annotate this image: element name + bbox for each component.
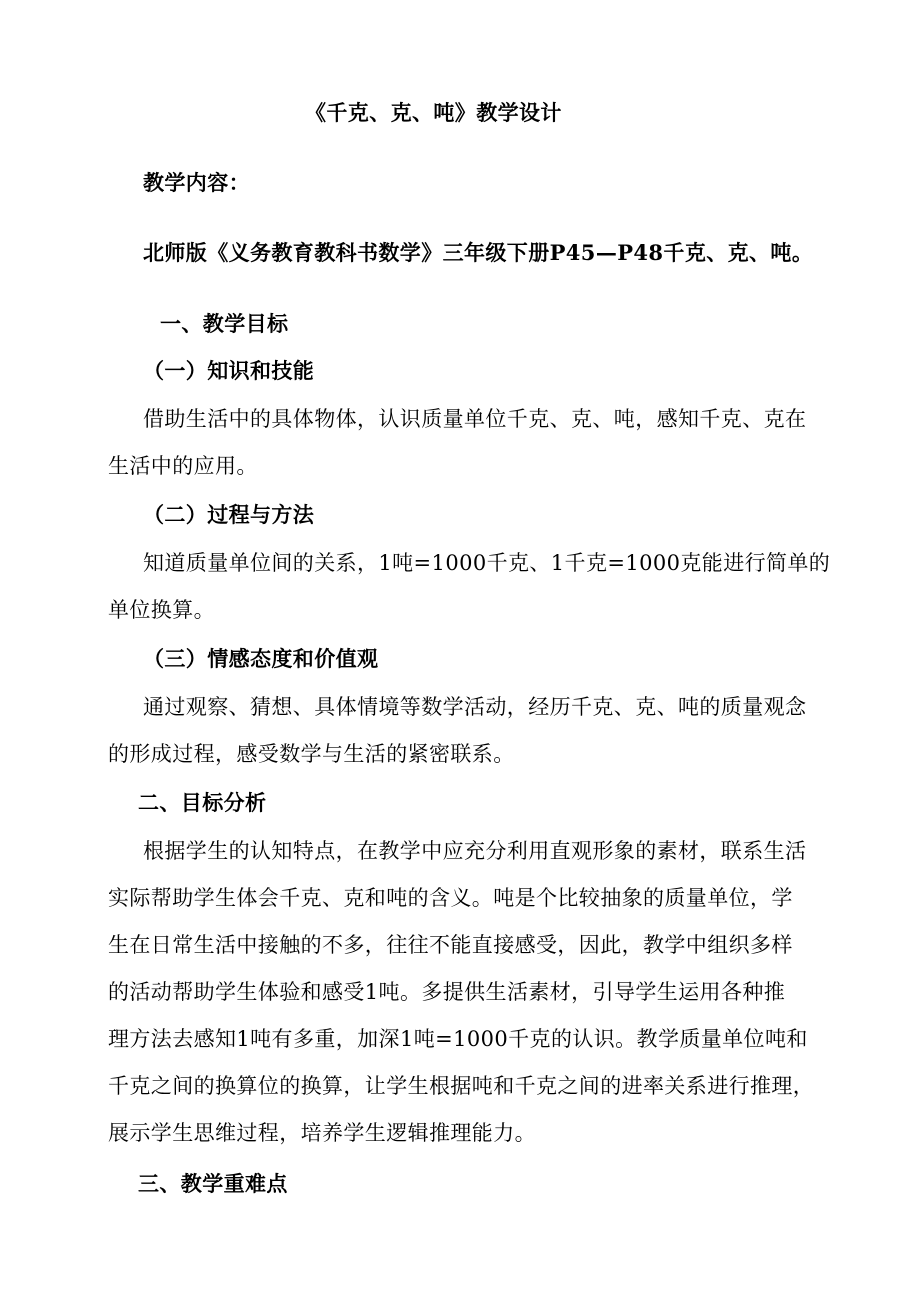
paragraph-line: 的活动帮助学生体验和感受1吨。多提供生活素材，引导学生运用各种推 [108, 980, 786, 1004]
paragraph-line: 的形成过程，感受数学与生活的紧密联系。 [108, 742, 515, 766]
paragraph-line: 知道质量单位间的关系，1吨=1000千克、1千克=1000克能进行简单的 [143, 551, 831, 575]
paragraph-line: 借助生活中的具体物体，认识质量单位千克、克、吨，感知千克、克在 [143, 407, 807, 431]
paragraph-line: 千克之间的换算位的换算，让学生根据吨和千克之间的进率关系进行推理， [108, 1074, 815, 1098]
subheading-emotion-values: （三）情感态度和价值观 [143, 646, 379, 671]
paragraph-line: 根据学生的认知特点，在教学中应充分利用直观形象的素材，联系生活 [143, 839, 807, 863]
paragraph-line: 理方法去感知1吨有多重，加深1吨=1000千克的认识。教学质量单位吨和 [108, 1027, 808, 1051]
paragraph-line: 通过观察、猜想、具体情境等数学活动，经历千克、克、吨的质量观念 [143, 695, 807, 719]
paragraph-line: 展示学生思维过程，培养学生逻辑推理能力。 [108, 1121, 536, 1145]
section-heading-goal-analysis: 二、目标分析 [138, 790, 267, 815]
document-title: 《千克、克、吨》教学设计 [305, 100, 562, 125]
paragraph-line: 生在日常生活中接触的不多，往往不能直接感受，因此，教学中组织多样 [108, 933, 793, 957]
section-heading-key-difficulties: 三、教学重难点 [138, 1171, 288, 1196]
paragraph-line: 单位换算。 [108, 598, 215, 622]
paragraph-line: 实际帮助学生体会千克、克和吨的含义。吨是个比较抽象的质量单位，学 [108, 886, 793, 910]
paragraph-line: 生活中的应用。 [108, 454, 258, 478]
teaching-content-text: 北师版《义务教育教科书数学》三年级下册P45—P48千克、克、吨。 [143, 240, 814, 265]
subheading-process-methods: （二）过程与方法 [143, 502, 315, 527]
subheading-knowledge-skills: （一）知识和技能 [143, 358, 315, 383]
section-heading-teaching-goals: 一、教学目标 [160, 311, 289, 336]
teaching-content-label: 教学内容： [143, 170, 250, 195]
